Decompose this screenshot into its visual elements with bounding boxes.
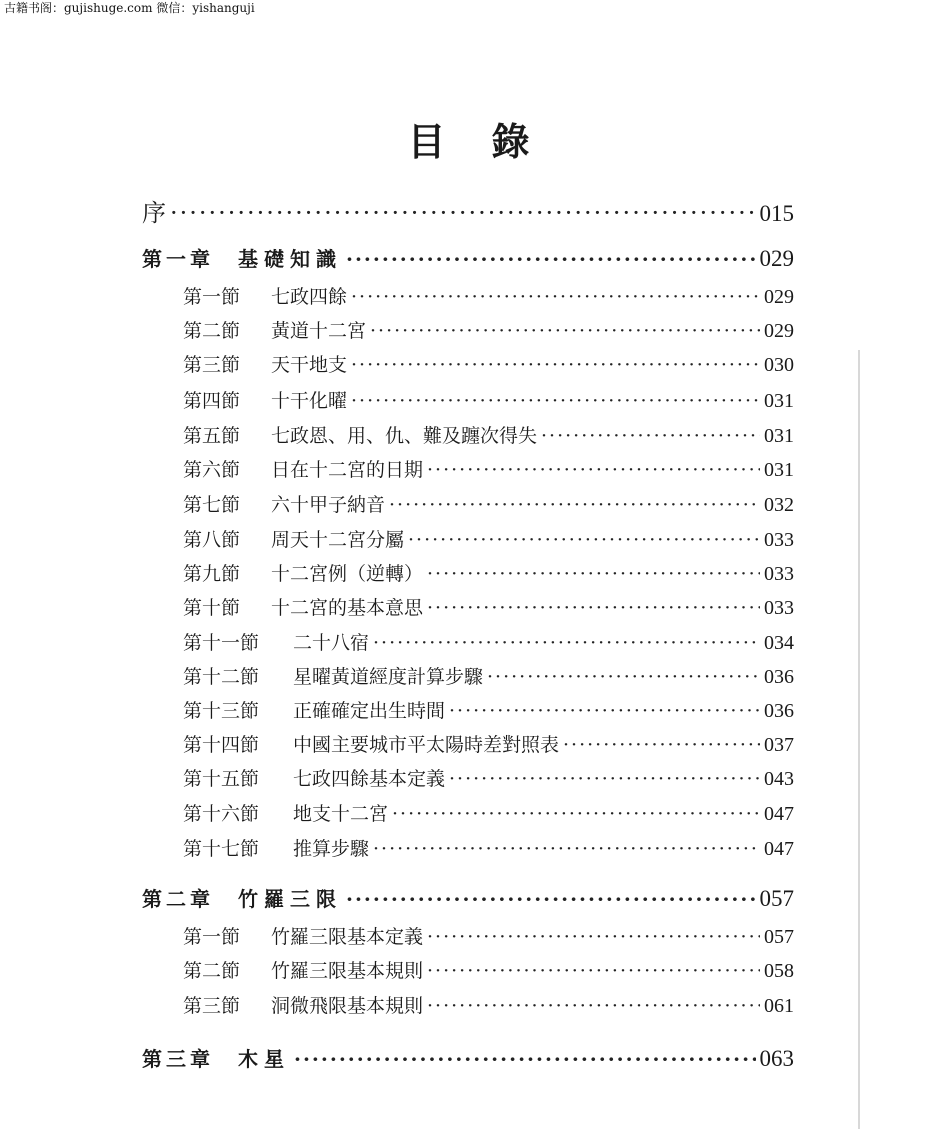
- toc-page-number: 063: [759, 1046, 794, 1071]
- toc-page-number: 031: [764, 390, 794, 412]
- dot-leader: [170, 196, 756, 230]
- section-title: 十二宮的基本意思: [271, 597, 424, 619]
- toc-section-row[interactable]: [183, 765, 794, 793]
- section-title: 日在十二宮的日期: [271, 459, 424, 481]
- toc-page-number: 031: [764, 459, 794, 481]
- section-title: 竹羅三限基本定義: [271, 926, 424, 948]
- section-title: 黃道十二宮: [271, 320, 367, 342]
- toc-chapter-row[interactable]: [142, 884, 794, 914]
- section-number: 第十六節: [183, 803, 260, 825]
- section-number: 第四節: [183, 390, 241, 412]
- toc-page-number: 058: [764, 960, 794, 982]
- section-title: 竹羅三限基本規則: [271, 960, 424, 982]
- toc-section-row[interactable]: [183, 351, 794, 379]
- toc-section-row[interactable]: [183, 456, 794, 484]
- toc-chapter-row[interactable]: [142, 244, 794, 274]
- toc-section-row[interactable]: [183, 957, 794, 985]
- section-number: 第二節: [183, 960, 241, 982]
- toc-page-number: 032: [764, 494, 794, 516]
- toc-page-number: 015: [759, 201, 794, 226]
- dot-leader: [392, 800, 760, 828]
- toc-page-number: 057: [759, 886, 794, 911]
- toc-section-row[interactable]: [183, 560, 794, 588]
- toc-page-number: 057: [764, 926, 794, 948]
- toc-page-number: 033: [764, 563, 794, 585]
- dot-leader: [427, 923, 760, 951]
- section-number: 第一節: [183, 286, 241, 308]
- watermark-text: 古籍书阁：gujishuge.com 微信：yishanguji: [4, 1, 255, 15]
- toc-chapter-row[interactable]: [142, 1044, 794, 1074]
- toc-page-number: 061: [764, 995, 794, 1017]
- section-number: 第十七節: [183, 838, 260, 860]
- toc-preface-label: 序: [142, 199, 166, 227]
- toc-page-number: 047: [764, 838, 794, 860]
- toc-page-number: 030: [764, 354, 794, 376]
- toc-section-row[interactable]: [183, 697, 794, 725]
- section-number: 第十五節: [183, 768, 260, 790]
- dot-leader: [351, 351, 760, 379]
- section-title: 推算步驟: [293, 838, 370, 860]
- section-number: 第三節: [183, 354, 241, 376]
- section-number: 第一節: [183, 926, 241, 948]
- section-title: 七政四餘: [271, 286, 348, 308]
- chapter-title: 木星: [238, 1047, 290, 1071]
- dot-leader: [351, 283, 760, 311]
- dot-leader: [427, 456, 760, 484]
- section-number: 第九節: [183, 563, 241, 585]
- section-title: 星曜黃道經度計算步驟: [293, 666, 484, 688]
- section-number: 第十一節: [183, 632, 260, 654]
- toc-page-number: 047: [764, 803, 794, 825]
- toc-section-row[interactable]: [183, 317, 794, 345]
- chapter-number: 第二章: [142, 887, 214, 911]
- section-number: 第三節: [183, 995, 241, 1017]
- dot-leader: [449, 697, 760, 725]
- chapter-number: 第三章: [142, 1047, 214, 1071]
- title-char-2: 錄: [491, 119, 530, 164]
- toc-section-row[interactable]: [183, 491, 794, 519]
- dot-leader: [487, 663, 760, 691]
- toc-page-number: 031: [764, 425, 794, 447]
- section-title: 十二宮例（逆轉）: [271, 563, 424, 585]
- section-title: 周天十二宮分屬: [271, 529, 405, 551]
- dot-leader: [427, 992, 760, 1020]
- toc-page-number: 034: [764, 632, 794, 654]
- dot-leader: [408, 526, 760, 554]
- toc-page-number: 043: [764, 768, 794, 790]
- toc-section-row[interactable]: [183, 835, 794, 863]
- section-title: 七政四餘基本定義: [293, 768, 446, 790]
- section-number: 第六節: [183, 459, 241, 481]
- chapter-title: 基礎知識: [238, 247, 342, 271]
- section-number: 第八節: [183, 529, 241, 551]
- toc-page-number: 029: [759, 246, 794, 271]
- section-number: 第十四節: [183, 734, 260, 756]
- section-title: 中國主要城市平太陽時差對照表: [293, 734, 560, 756]
- toc-page-number: 033: [764, 597, 794, 619]
- dot-leader: [346, 884, 756, 914]
- section-title: 十干化曜: [271, 390, 348, 412]
- toc-section-row[interactable]: [183, 663, 794, 691]
- toc-section-row[interactable]: [183, 387, 794, 415]
- section-title: 洞微飛限基本規則: [271, 995, 424, 1017]
- toc-section-row[interactable]: [183, 923, 794, 951]
- dot-leader: [294, 1044, 756, 1074]
- toc-section-row[interactable]: [183, 800, 794, 828]
- dot-leader: [541, 422, 760, 450]
- section-number: 第十二節: [183, 666, 260, 688]
- toc-section-row[interactable]: [183, 629, 794, 657]
- toc-section-row[interactable]: [183, 283, 794, 311]
- dot-leader: [563, 731, 760, 759]
- dot-leader: [427, 594, 760, 622]
- section-number: 第七節: [183, 494, 241, 516]
- toc-section-row[interactable]: [183, 731, 794, 759]
- section-number: 第十節: [183, 597, 241, 619]
- dot-leader: [449, 765, 760, 793]
- dot-leader: [373, 629, 760, 657]
- toc-section-row[interactable]: [183, 422, 794, 450]
- chapter-title: 竹羅三限: [238, 887, 342, 911]
- toc-preface-row[interactable]: [142, 196, 794, 231]
- toc-page-number: 036: [764, 666, 794, 688]
- section-number: 第十三節: [183, 700, 260, 722]
- section-title: 天干地支: [271, 354, 348, 376]
- section-number: 第五節: [183, 425, 241, 447]
- dot-leader: [346, 244, 756, 274]
- section-number: 第二節: [183, 320, 241, 342]
- dot-leader: [427, 560, 760, 588]
- toc-page-number: 033: [764, 529, 794, 551]
- toc-page-number: 029: [764, 286, 794, 308]
- dot-leader: [373, 835, 760, 863]
- dot-leader: [427, 957, 760, 985]
- dot-leader: [389, 491, 760, 519]
- toc-page-number: 029: [764, 320, 794, 342]
- toc-section-row[interactable]: [183, 526, 794, 554]
- toc-page-number: 036: [764, 700, 794, 722]
- toc-page-number: 037: [764, 734, 794, 756]
- section-title: 六十甲子納音: [271, 494, 386, 516]
- chapter-number: 第一章: [142, 247, 214, 271]
- section-title: 地支十二宮: [293, 803, 389, 825]
- dot-leader: [370, 317, 760, 345]
- title-char-1: 目: [407, 119, 446, 164]
- section-title: 七政恩、用、仇、難及躔次得失: [271, 425, 538, 447]
- toc-section-row[interactable]: [183, 992, 794, 1020]
- section-title: 二十八宿: [293, 632, 370, 654]
- section-title: 正確確定出生時間: [293, 700, 446, 722]
- toc-section-row[interactable]: [183, 594, 794, 622]
- dot-leader: [351, 387, 760, 415]
